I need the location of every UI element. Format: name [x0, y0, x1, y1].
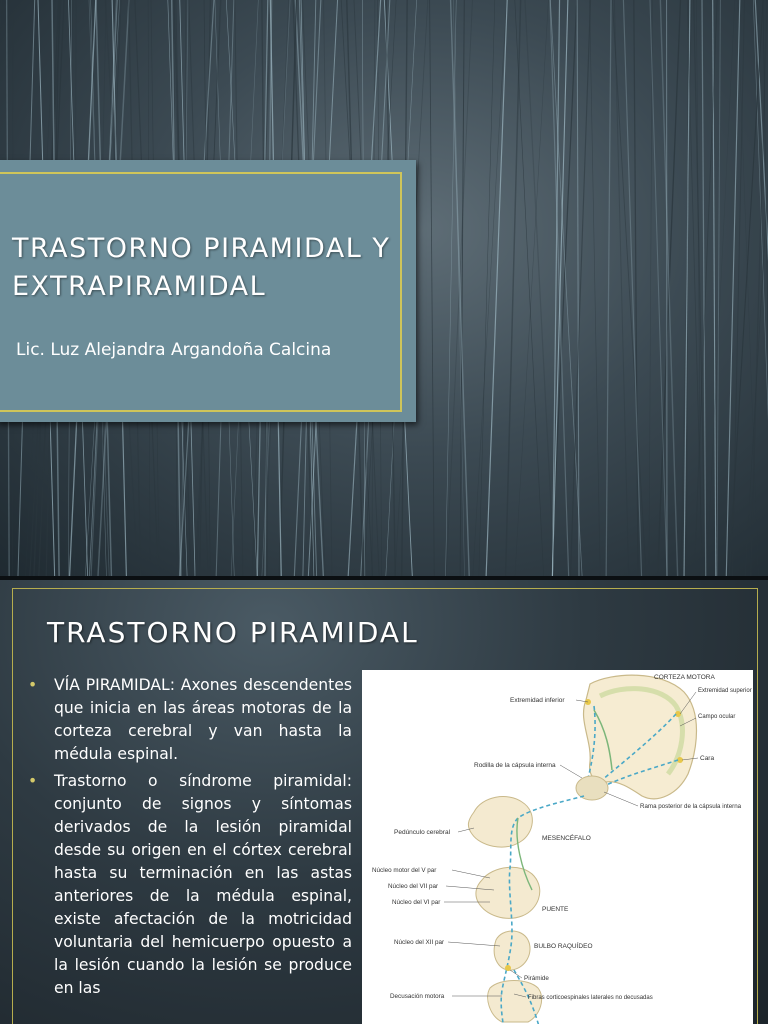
background-line: [505, 0, 520, 576]
bullet-list: [28, 674, 352, 1004]
pons-shape: [476, 867, 540, 918]
bullet-dot: •: [28, 772, 38, 790]
label-nucleo-v: Núcleo motor del V par: [372, 867, 437, 874]
slide-title: TRASTORNO PIRAMIDAL Y EXTRAPIRAMIDAL: [12, 233, 391, 302]
label-ext-superior: Extremidad superior: [698, 688, 752, 694]
label-rodilla: Rodilla de la cápsula interna: [474, 762, 556, 769]
background-line: [450, 0, 469, 576]
background-line: [606, 0, 611, 576]
slide-subtitle: Lic. Luz Alejandra Argandoña Calcina: [16, 340, 332, 360]
spinal-cord-shape: [488, 981, 542, 1023]
background-line: [660, 0, 678, 576]
background-line: [696, 0, 701, 576]
bullet-dot: •: [28, 676, 38, 694]
bullet-text: VÍA PIRAMIDAL: Axones descendentes que inicia en las áreas motoras de la corteza cerebral y van hasta la médula espinal.: [54, 676, 352, 763]
background-line: [713, 0, 716, 576]
background-line: [649, 0, 652, 576]
bullet-item: [28, 770, 352, 1000]
label-nucleo-vii: Núcleo del VII par: [388, 883, 439, 890]
background-line: [717, 0, 721, 576]
bullet-item: [28, 674, 352, 766]
background-line: [460, 0, 464, 576]
background-line: [706, 0, 735, 576]
background-line: [479, 0, 495, 576]
background-line: [726, 0, 740, 576]
label-cara: Cara: [700, 755, 715, 762]
pyramidal-pathway-figure: [362, 670, 753, 1024]
background-line: [737, 0, 758, 576]
background-line: [486, 0, 507, 576]
label-fibras: Fibras corticoespinales laterales no decusadas: [528, 995, 653, 1001]
background-line: [552, 0, 559, 576]
background-line: [650, 0, 667, 576]
content-title: TRASTORNO PIRAMIDAL: [47, 616, 419, 649]
pathway-diagram: [362, 670, 753, 1024]
midbrain-shape: [468, 797, 532, 848]
label-nucleo-vi: Núcleo del VI par: [392, 899, 441, 906]
background-line: [445, 0, 456, 576]
label-puente: PUENTE: [542, 906, 569, 913]
bullet-text: Trastorno o síndrome piramidal: conjunto de signos y síntomas derivados de la lesión piramidal desde su origen en el córtex cerebral hasta su terminación en las astas anteriores de la médula espinal, existe afectación de la motricidad voluntaria del hemicuerpo opuesto a la lesión cuando la lesión se produce en las: [54, 772, 352, 997]
label-campo-ocular: Campo ocular: [698, 714, 736, 720]
background-line: [634, 0, 638, 576]
background-line: [515, 0, 549, 576]
background-line: [729, 0, 764, 576]
title-box: [0, 160, 416, 422]
label-mesencefalo: MESENCÉFALO: [542, 835, 591, 842]
background-line: [612, 0, 646, 576]
label-piramide: Pirámide: [524, 975, 549, 982]
content-slide: [0, 580, 768, 1024]
background-line: [430, 0, 435, 576]
label-ext-inferior: Extremidad inferior: [510, 697, 565, 704]
label-nucleo-xii: Núcleo del XII par: [394, 939, 445, 946]
label-decusacion: Decusación motora: [390, 993, 445, 1000]
background-line: [590, 0, 601, 576]
background-line: [751, 0, 767, 576]
label-corteza: CORTEZA MOTORA: [654, 674, 715, 681]
label-pedunculo: Pedúnculo cerebral: [394, 829, 451, 836]
label-bulbo: BULBO RAQUÍDEO: [534, 943, 593, 950]
label-rama: Rama posterior de la cápsula interna: [640, 803, 742, 810]
background-line: [755, 0, 768, 576]
